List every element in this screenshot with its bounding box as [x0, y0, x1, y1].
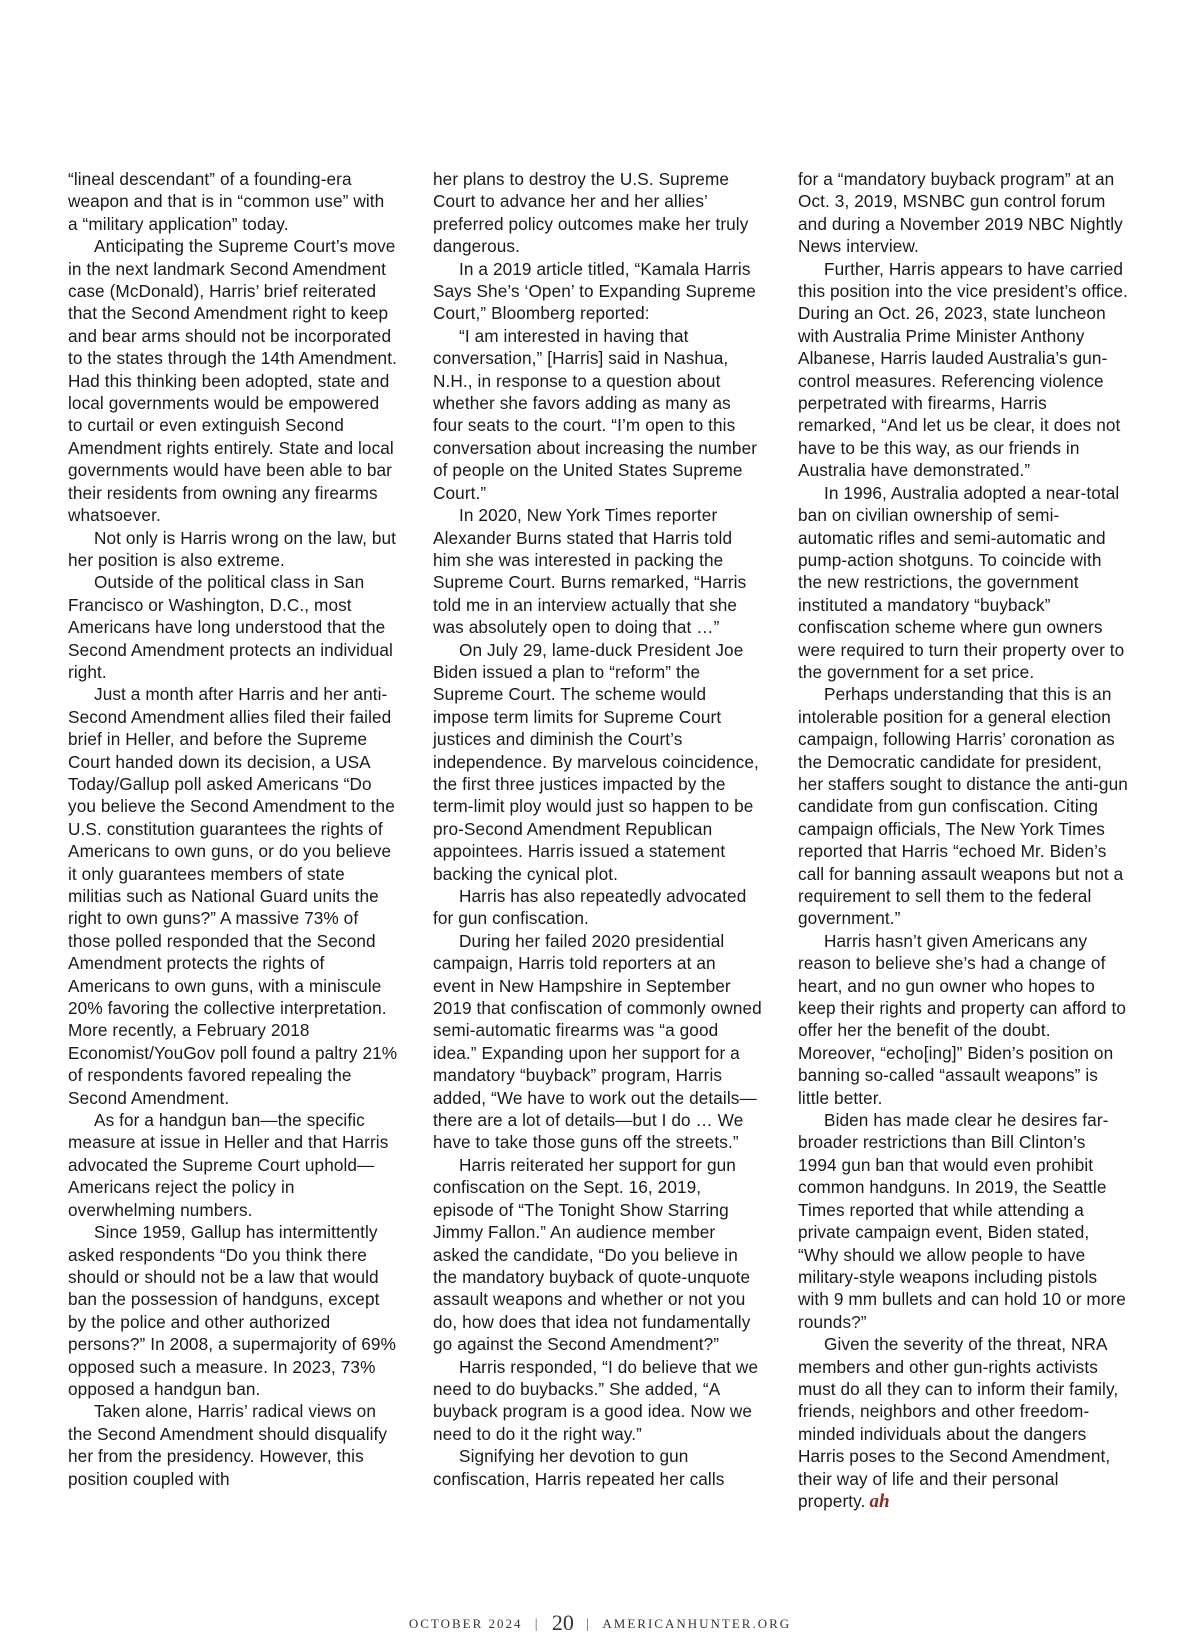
page-footer	[0, 1610, 1200, 1636]
page-number: 20	[551, 1610, 574, 1635]
footer-website: AMERICANHUNTER.ORG	[602, 1616, 792, 1631]
paragraph: On July 29, lame-duck President Joe Biden issued a plan to “reform” the Supreme Court. The scheme would impose term limits for Supreme Court justices and diminish the Court’s independence. By marvelous coincidence, the first three justices impacted by the term-limit ploy would just so happen to be pro-Second Amendment Republican appointees. Harris issued a statement backing the cynical plot.	[433, 639, 759, 884]
footer-divider: |	[534, 1617, 540, 1632]
paragraph: Harris hasn’t given Americans any reason to believe she’s had a change of heart, and no gun owner who hopes to keep their rights and property can afford to offer her the benefit of the doubt. Moreover, “echo[ing]” Biden’s position on banning so-called “assault weapons” is little better.	[798, 930, 1126, 1108]
paragraph: Outside of the political class in San Francisco or Washington, D.C., most Americans have long understood that the Second Amendment protects an individual right.	[68, 572, 393, 682]
article-column-1	[68, 168, 398, 1490]
paragraph: In 1996, Australia adopted a near-total ban on civilian ownership of semi-automatic rifles and semi-automatic and pump-action shotguns. To coincide with the new restrictions, the government instituted a mandatory “buyback” confiscation scheme where gun owners were required to turn their property over to the government for a set price.	[798, 482, 1125, 682]
paragraph: for a “mandatory buyback program” at an Oct. 3, 2019, MSNBC gun control forum and during a November 2019 NBC Nightly News interview.	[798, 169, 1123, 257]
paragraph: Anticipating the Supreme Court’s move in the next landmark Second Amendment case (McDonald), Harris’ brief reiterated that the Second Amendment right to keep and bear arms should not be incorporated to the states through the 14th Amendment. Had this thinking been adopted, state and local governments would be empowered to curtail or even extinguish Second Amendment rights entirely. State and local governments would have been able to bar their residents from owning any firearms whatsoever.	[68, 236, 397, 526]
paragraph: In 2020, New York Times reporter Alexander Burns stated that Harris told him she was interested in packing the Supreme Court. Burns remarked, “Harris told me in an interview actually that she was absolutely open to doing that …”	[433, 505, 747, 638]
paragraph: During her failed 2020 presidential campaign, Harris told reporters at an event in New Hampshire in September 2019 that confiscation of commonly owned semi-automatic firearms was “a good idea.” Expanding upon her support for a mandatory “buyback” program, Harris added, “We have to work out the details—there are a lot of details—but I do … We have to take those guns off the streets.”	[433, 930, 762, 1153]
footer-issue: OCTOBER 2024	[408, 1616, 523, 1631]
paragraph: her plans to destroy the U.S. Supreme Court to advance her and her allies’ preferred policy outcomes make her truly dangerous.	[433, 169, 749, 257]
paragraph: “I am interested in having that conversation,” [Harris] said in Nashua, N.H., in response to a question about whether she favors adding as many as four seats to the court. “I’m open to this conversation about increasing the number of people on the United States Supreme Court.”	[433, 325, 758, 503]
paragraph: Perhaps understanding that this is an intolerable position for a general election campaign, following Harris’ coronation as the Democratic candidate for president, her staffers sought to distance the anti-gun candidate from gun confiscation. Citing campaign officials, The New York Times reported that Harris “echoed Mr. Biden’s call for banning assault weapons but not a requirement to sell them to the federal government.”	[798, 684, 1128, 929]
paragraph: Since 1959, Gallup has intermittently asked respondents “Do you think there should or should not be a law that would ban the possession of handguns, except by the police and other authorized persons?” In 2008, a supermajority of 69% opposed such a measure. In 2023, 73% opposed a handgun ban.	[68, 1222, 396, 1399]
paragraph: Taken alone, Harris’ radical views on the Second Amendment should disqualify her from the presidency. However, this position coupled with	[68, 1401, 388, 1489]
end-mark-logo: ah	[869, 1490, 890, 1512]
article-column-3	[798, 168, 1128, 1513]
paragraph: Signifying her devotion to gun confiscation, Harris repeated her calls	[433, 1446, 725, 1489]
paragraph-final	[798, 1333, 1128, 1513]
paragraph: Biden has made clear he desires far-broader restrictions than Bill Clinton’s 1994 gun ban that would even prohibit common handguns. In 2019, the Seattle Times reported that while attending a private campaign event, Biden stated, “Why should we allow people to have military-style weapons including pistols with 9 mm bullets and can hold 10 or more rounds?”	[798, 1110, 1126, 1332]
paragraph: Harris has also repeatedly advocated for gun confiscation.	[433, 886, 747, 929]
article-column-2	[433, 168, 763, 1490]
paragraph: Further, Harris appears to have carried this position into the vice president’s office. During an Oct. 26, 2023, state luncheon with Australia Prime Minister Anthony Albanese, Harris lauded Australia’s gun-control measures. Referencing violence perpetrated with firearms, Harris remarked, “And let us be clear, it does not have to be this way, as our friends in Australia have demonstrated.”	[798, 258, 1128, 481]
paragraph: Not only is Harris wrong on the law, but her position is also extreme.	[68, 527, 397, 570]
paragraph: “lineal descendant” of a founding-era weapon and that is in “common use” with a “military application” today.	[68, 169, 385, 234]
footer-divider: |	[586, 1617, 591, 1632]
paragraph: Harris responded, “I do believe that we need to do buybacks.” She added, “A buyback program is a good idea. Now we need to do it the right way.”	[433, 1356, 759, 1444]
paragraph: Harris reiterated her support for gun confiscation on the Sept. 16, 2019, episode of “The Tonight Show Starring Jimmy Fallon.” An audience member asked the candidate, “Do you believe in the mandatory buyback of quote-unquote assault weapons and whether or not you do, how does that idea not fundamentally go against the Second Amendment?”	[433, 1154, 751, 1355]
paragraph: In a 2019 article titled, “Kamala Harris Says She’s ‘Open’ to Expanding Supreme Court,” Bloomberg reported:	[433, 258, 756, 324]
paragraph: Just a month after Harris and her anti-Second Amendment allies filed their failed brief in Heller, and before the Supreme Court handed down its decision, a USA Today/Gallup poll asked Americans “Do you believe the Second Amendment to the U.S. constitution guarantees the rights of Americans to own guns, or do you believe it only guarantees members of state militias such as National Guard units the right to own guns?” A massive 73% of those polled responded that the Second Amendment protects the rights of Americans to own guns, with a miniscule 20% favoring the collective interpretation. More recently, a February 2018 Economist/YouGov poll found a paltry 21% of respondents favored repealing the Second Amendment.	[68, 684, 398, 1108]
paragraph: As for a handgun ban—the specific measure at issue in Heller and that Harris advocated the Supreme Court uphold—Americans reject the policy in overwhelming numbers.	[68, 1110, 389, 1220]
paragraph-final-text: Given the severity of the threat, NRA members and other gun-rights activists must do all they can to inform their family, friends, neighbors and other freedom-minded individuals about the dangers Harris poses to the Second Amendment, their way of life and their personal property.	[798, 1334, 1119, 1511]
